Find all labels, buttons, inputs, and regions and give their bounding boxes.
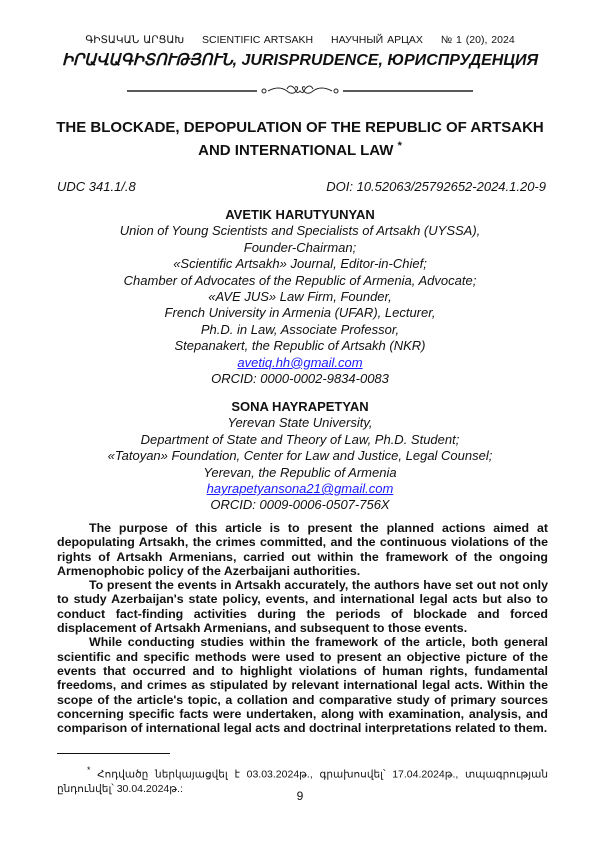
author-orcid: ORCID: 0000-0002-9834-0083 [0, 371, 600, 387]
author-email-link[interactable]: hayrapetyansona21@gmail.com [207, 481, 394, 496]
doi: DOI: 10.52063/25792652-2024.1.20-9 [326, 179, 546, 194]
journal-name-hy: ԳԻՏԱԿԱՆ ԱՐՑԱԽ [85, 34, 184, 46]
journal-issue: № 1 (20), 2024 [441, 34, 515, 46]
journal-name-ru: НАУЧНЫЙ АРЦАХ [331, 34, 423, 46]
affiliation: Yerevan State University, [0, 415, 600, 431]
section-title: ԻՐԱՎԱԳԻՏՈՒԹՅՈՒՆ, JURISPRUDENCE, ЮРИСПРУДЕНЦИЯ [0, 50, 600, 70]
affiliation: Yerevan, the Republic of Armenia [0, 465, 600, 481]
ornament-divider-icon [127, 84, 473, 98]
title-line-1: THE BLOCKADE, DEPOPULATION OF THE REPUBLIC OF ARTSAKH [40, 119, 560, 137]
affiliation: Union of Young Scientists and Specialists of Artsakh (UYSSA), [0, 223, 600, 239]
affiliation: French University in Armenia (UFAR), Lecturer, [0, 305, 600, 321]
footnote-mark: * [398, 140, 402, 152]
running-header [0, 34, 600, 46]
title-line-2: AND INTERNATIONAL LAW [198, 142, 393, 159]
abstract-paragraph: While conducting studies within the framework of the article, both general scientific and specific methods were used to present an objective picture of the events that occurred and to highlight violations of human rights, fundamental freedoms, and crimes as stipulated by relevant international legal acts. Within the scope of the article's topic, a collation and comparative study of primary sources concerning specific facts were undertaken, along with examination, analysis, and comparison of international legal acts and doctrinal interpretations related to them. [57, 635, 548, 735]
affiliation: Chamber of Advocates of the Republic of Armenia, Advocate; [0, 273, 600, 289]
page-number: 9 [0, 789, 600, 803]
affiliation: Stepanakert, the Republic of Artsakh (NKR) [0, 338, 600, 354]
author-email-link[interactable]: avetiq.hh@gmail.com [237, 355, 362, 370]
affiliation: Ph.D. in Law, Associate Professor, [0, 322, 600, 338]
journal-name-en: SCIENTIFIC ARTSAKH [202, 34, 313, 46]
abstract-paragraph: The purpose of this article is to present the planned actions aimed at depopulating Artsakh, the crimes committed, and the continuous violations of the rights of Artsakh Armenians, carried out within the framework of the ongoing Armenophobic policy of the Azerbaijani authorities. [57, 521, 548, 578]
author-name: AVETIK HARUTYUNYAN [0, 207, 600, 223]
footnote-text: Հոդվածը ներկայացվել է 03.03.2024թ., գրախոսվել՝ 17.04.2024թ., տպագրության ընդունվել՝ 30.04.2024թ.: [57, 769, 548, 795]
affiliation: Department of State and Theory of Law, Ph.D. Student; [0, 432, 600, 448]
affiliation: «Scientific Artsakh» Journal, Editor-in-Chief; [0, 256, 600, 272]
affiliation: «AVE JUS» Law Firm, Founder, [0, 289, 600, 305]
footnote-divider [57, 753, 170, 754]
article-title [40, 119, 560, 160]
footnote-mark: * [87, 765, 90, 775]
affiliation: «Tatoyan» Foundation, Center for Law and Justice, Legal Counsel; [0, 448, 600, 464]
author-orcid: ORCID: 0009-0006-0507-756X [0, 497, 600, 513]
abstract [57, 521, 548, 735]
affiliation: Founder-Chairman; [0, 240, 600, 256]
udc-code: UDC 341.1/.8 [57, 179, 136, 194]
author-block [0, 207, 600, 387]
abstract-paragraph: To present the events in Artsakh accurately, the authors have set out not only to study Azerbaijan's state policy, events, and international legal acts but also to conduct fact-finding activities during the periods of blockade and forced displacement of Artsakh Armenians, and subsequent to those events. [57, 578, 548, 635]
author-name: SONA HAYRAPETYAN [0, 399, 600, 415]
author-block [0, 399, 600, 514]
